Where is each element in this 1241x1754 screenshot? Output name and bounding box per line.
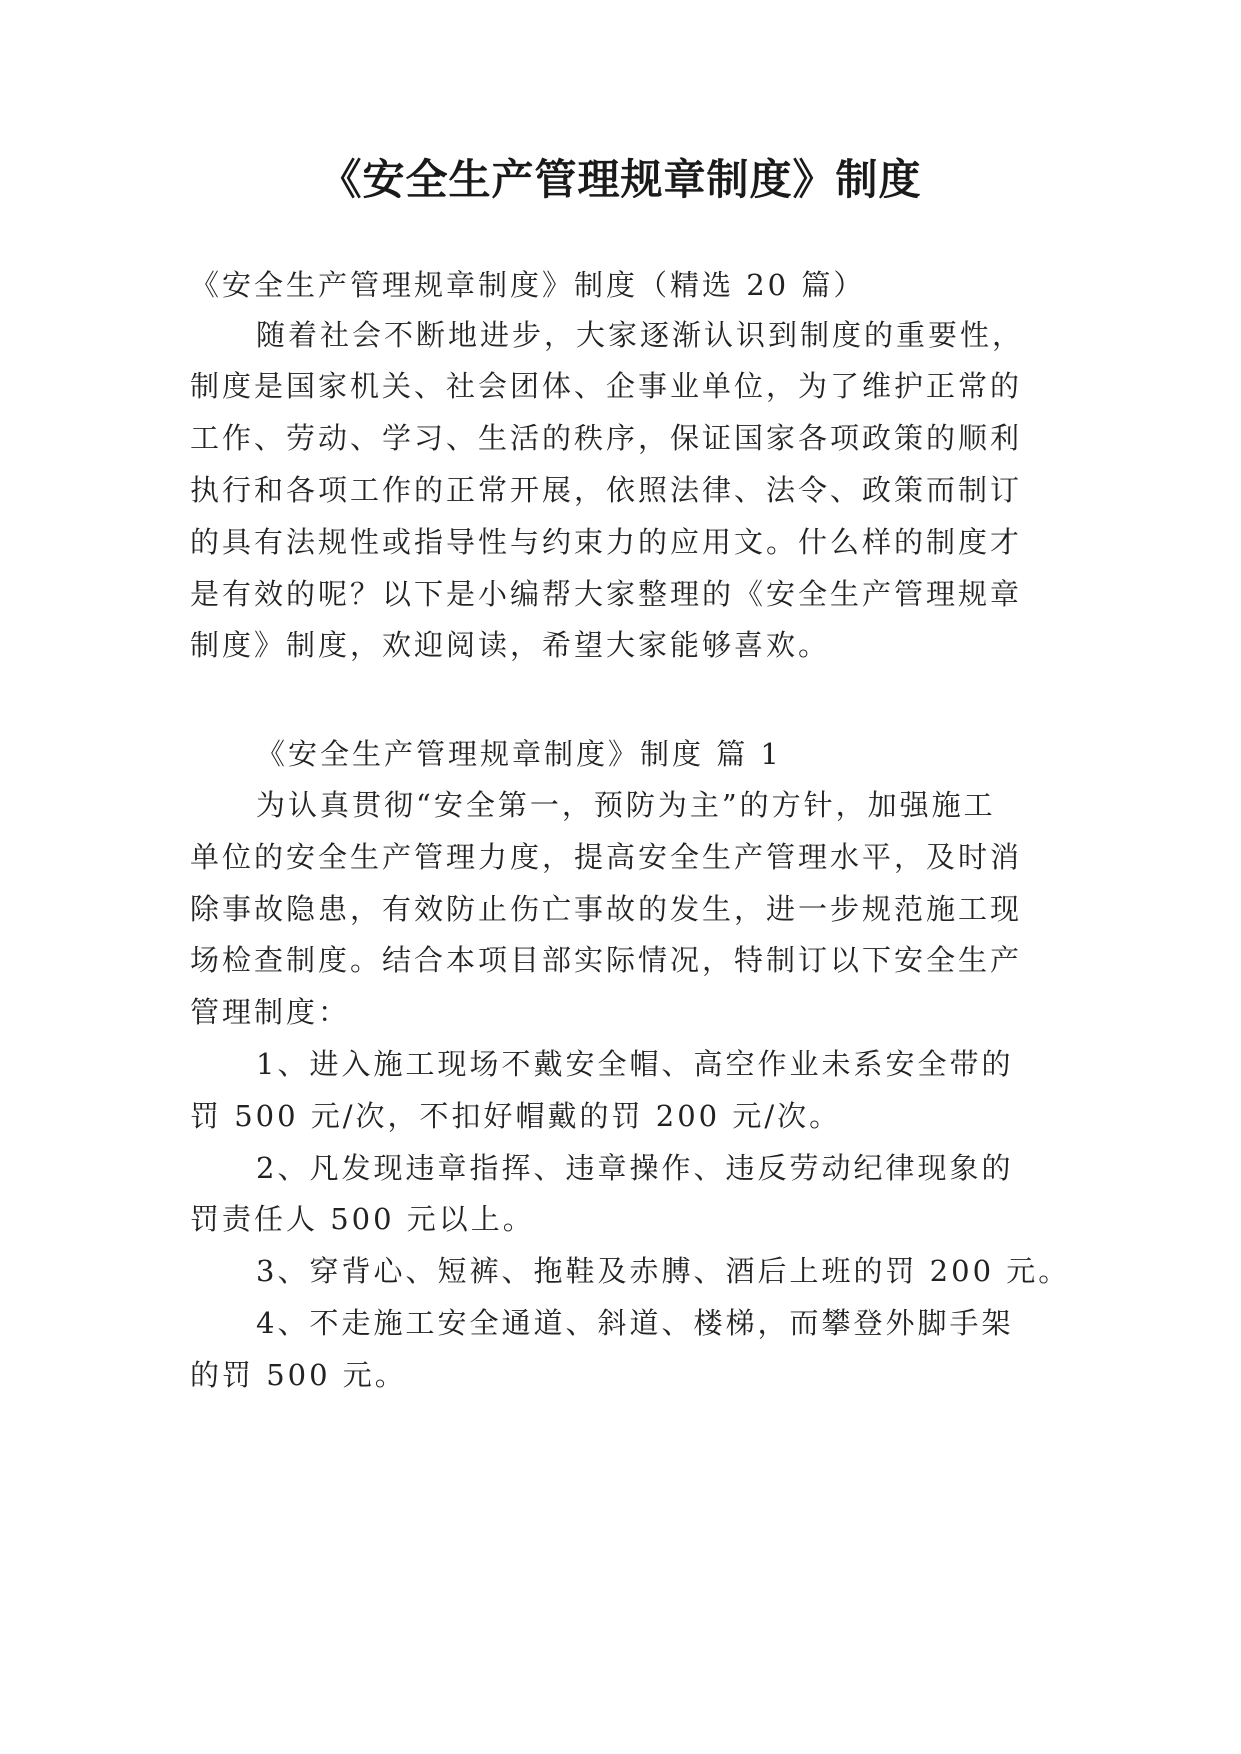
intro-line: 制度》制度，欢迎阅读，希望大家能够喜欢。 bbox=[190, 628, 831, 662]
section-line: 除事故隐患，有效防止伤亡事故的发生，进一步规范施工现 bbox=[190, 892, 1023, 926]
intro-line: 制度是国家机关、社会团体、企事业单位，为了维护正常的 bbox=[190, 369, 1023, 403]
rule-item: 3、穿背心、短裤、拖鞋及赤膊、酒后上班的罚 200 元。 bbox=[256, 1254, 1071, 1288]
intro-line: 随着社会不断地进步，大家逐渐认识到制度的重要性， bbox=[256, 318, 1025, 352]
rule-item-continued: 的罚 500 元。 bbox=[190, 1358, 407, 1392]
rule-item: 1、进入施工现场不戴安全帽、高空作业未系安全带的 bbox=[256, 1047, 1014, 1081]
section-line: 单位的安全生产管理力度，提高安全生产管理水平，及时消 bbox=[190, 840, 1023, 874]
intro-line: 是有效的呢？以下是小编帮大家整理的《安全生产管理规章 bbox=[190, 577, 1023, 611]
rule-item: 4、不走施工安全通道、斜道、楼梯，而攀登外脚手架 bbox=[256, 1306, 1014, 1340]
rule-item-continued: 罚责任人 500 元以上。 bbox=[190, 1202, 535, 1236]
section-heading: 《安全生产管理规章制度》制度 篇 1 bbox=[256, 737, 782, 771]
section-line: 场检查制度。结合本项目部实际情况，特制订以下安全生产 bbox=[190, 943, 1023, 977]
intro-line: 工作、劳动、学习、生活的秩序，保证国家各项政策的顺利 bbox=[190, 421, 1023, 455]
section-line: 为认真贯彻“安全第一，预防为主”的方针，加强施工 bbox=[256, 788, 996, 822]
section-line: 管理制度： bbox=[190, 995, 351, 1029]
intro-line: 执行和各项工作的正常开展，依照法律、法令、政策而制订 bbox=[190, 473, 1023, 507]
intro-line: 的具有法规性或指导性与约束力的应用文。什么样的制度才 bbox=[190, 525, 1023, 559]
document-title: 《安全生产管理规章制度》制度 bbox=[319, 155, 922, 204]
rule-item-continued: 罚 500 元/次，不扣好帽戴的罚 200 元/次。 bbox=[190, 1099, 842, 1133]
document-subtitle: 《安全生产管理规章制度》制度（精选 20 篇） bbox=[190, 268, 866, 302]
rule-item: 2、凡发现违章指挥、违章操作、违反劳动纪律现象的 bbox=[256, 1151, 1014, 1185]
